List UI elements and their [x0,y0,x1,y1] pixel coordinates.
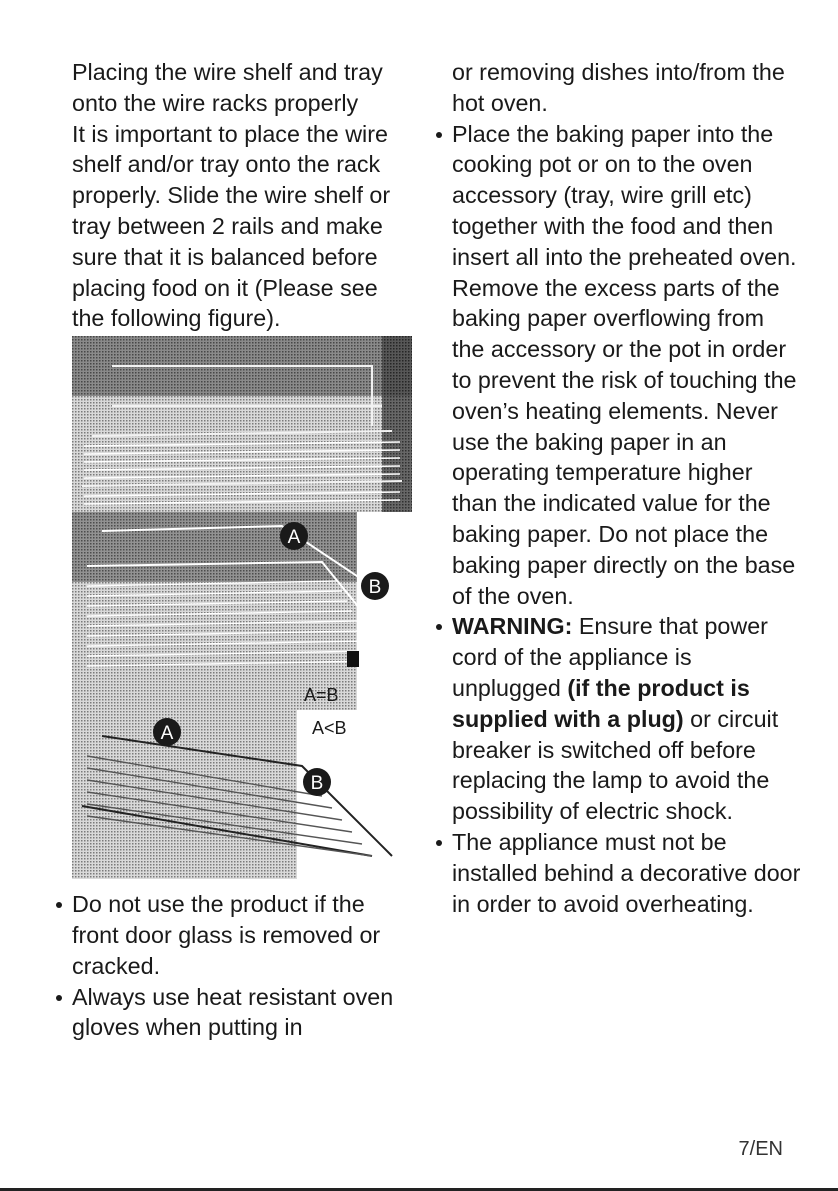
figure-panel-middle [72,512,412,710]
page-number: 7/EN [738,1138,783,1160]
marker-a-bottom-label: A [160,723,174,745]
marker-b-top-label: B [368,577,382,599]
bullet-warning [432,611,802,827]
wire-shelf-figure [72,336,412,879]
bullet-oven-gloves: Always use heat resistant oven gloves when putting in [52,982,412,1044]
figure-panel-bottom [72,710,412,879]
warning-label: WARNING: [452,613,573,640]
bullet-baking-paper: Place the baking paper into the cooking pot or on to the oven accessory (tray, wire grill etc) together with the food and then insert all into the preheated oven. Remove the excess parts of the baking paper overflowing from the accessory or the pot in order to prevent the risk of touching the oven’s heating elements. Never use the baking paper in an operating temperature higher than the indicated value for the baking paper. Do not place the baking paper directly on the base of the oven. [432,119,802,612]
warning-text-2: or circuit breaker is switched off before replacing the lamp to avoid the possibility of electric shock. [452,705,779,825]
bullet-door-glass: Do not use the product if the front door glass is removed or cracked. [52,889,412,981]
label-a-less-b: A<B [312,718,347,739]
marker-a-top-label: A [287,527,301,549]
figure-panel-top [72,336,412,512]
section-intro: It is important to place the wire shelf and/or tray onto the rack properly. Slide the wire shelf or tray between 2 rails and make sure that it is balanced before placing food on it (Please see the following figure). [72,120,391,332]
label-a-equals-b: A=B [304,685,339,706]
right-column [432,57,802,919]
bullet-decorative-door: The appliance must not be installed behind a decorative door in order to avoid overheating. [432,827,802,919]
section-heading: Placing the wire shelf and tray onto the wire racks properly [72,59,383,116]
marker-b-bottom-label: B [310,773,324,795]
left-column [52,57,412,1043]
gloves-continuation: or removing dishes into/from the hot oven. [452,59,785,116]
warning-plug-note: (if the product is supplied with a plug) [452,674,750,732]
wire-shelf-illustration [72,336,412,879]
warning-text-1: Ensure that power cord of the appliance is unplugged [452,613,768,701]
